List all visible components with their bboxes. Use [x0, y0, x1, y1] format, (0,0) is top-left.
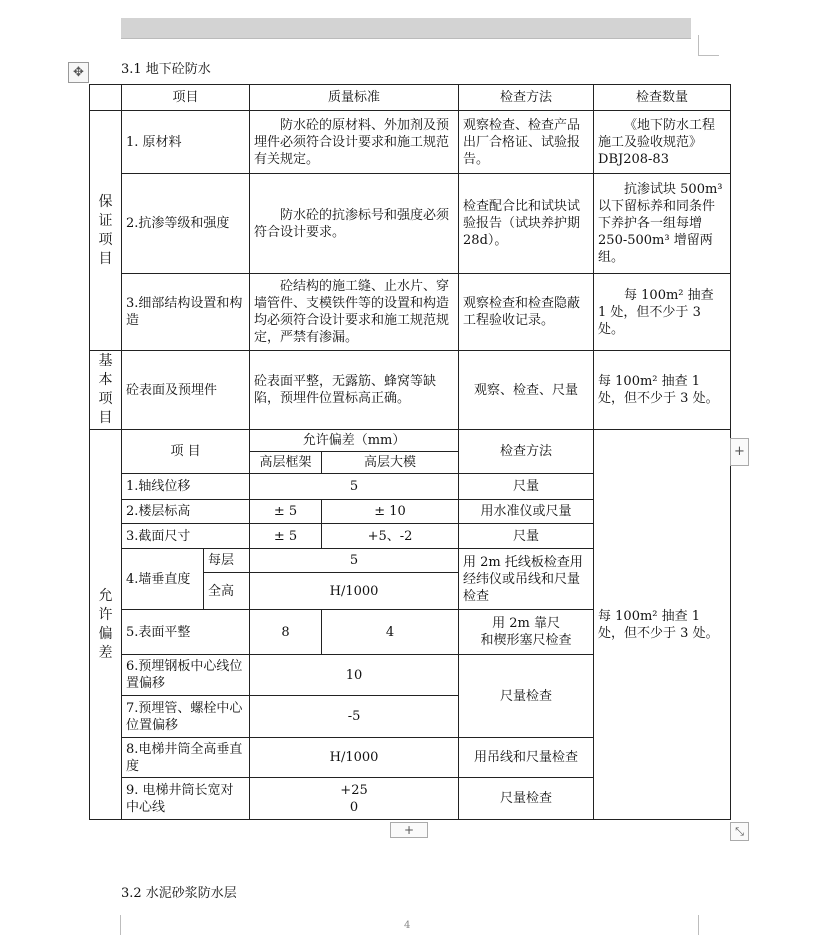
header-area: [121, 18, 691, 39]
value-cell: H/1000: [250, 738, 459, 778]
method-cell: 观察检查、检查产品出厂合格证、试验报告。: [459, 111, 594, 174]
corner-cell: [90, 85, 122, 111]
value-cell: H/1000: [250, 573, 459, 610]
item-cell: 5.表面平整: [122, 610, 250, 655]
value-cell: ± 5: [250, 524, 322, 549]
quantity-cell: 每 100m² 抽查 1 处，但不少于 3 处。: [594, 351, 731, 430]
table-header-row: [90, 85, 731, 111]
item-cell: 9. 电梯井筒长宽对中心线: [122, 778, 250, 820]
tol-quantity: 每 100m² 抽查 1 处，但不少于 3 处。: [594, 430, 731, 820]
section-title: 3.1 地下砼防水: [121, 62, 211, 77]
value-line: +25: [340, 782, 368, 798]
item-cell: 8.电梯井筒全高垂直度: [122, 738, 250, 778]
header-method: 检查方法: [459, 85, 594, 111]
value-cell: 5: [250, 474, 459, 500]
value-line: 0: [349, 799, 359, 815]
header-quantity: 检查数量: [594, 85, 731, 111]
page-corner-mark: [698, 915, 719, 935]
sub-item-cell: 全高: [204, 573, 250, 610]
standard-cell: 砼结构的施工缝、止水片、穿墙管件、支模铁件等的设置和构造均必须符合设计要求和施工规范规定，严禁有渗漏。: [250, 274, 459, 351]
tol-header-frame: 高层框架: [250, 452, 322, 474]
table-move-handle-icon[interactable]: ✥: [68, 62, 89, 83]
basic-label: 基本项目: [90, 351, 122, 430]
table-row: [90, 174, 731, 274]
table-row: [90, 351, 731, 430]
quantity-cell: 《地下防水工程施工及验收规范》DBJ208-83: [594, 111, 731, 174]
resize-handle-icon[interactable]: ⤡: [730, 822, 749, 841]
item-cell: 1. 原材料: [122, 111, 250, 174]
method-line: 和楔形塞尺检查: [480, 633, 572, 648]
item-cell: 6.预埋钢板中心线位置偏移: [122, 655, 250, 696]
add-column-button[interactable]: +: [730, 438, 749, 466]
method-cell: 观察、检查、尺量: [459, 351, 594, 430]
method-cell: 尺量: [459, 474, 594, 500]
sub-item-cell: 每层: [204, 549, 250, 573]
page-number: 4: [404, 920, 411, 931]
quantity-cell: 抗渗试块 500m³以下留标养和同条件下养护各一组每增 250-500m³ 增留两组。: [594, 174, 731, 274]
item-cell: 4.墙垂直度: [122, 549, 204, 610]
item-cell: 3.截面尺寸: [122, 524, 250, 549]
value-cell: 4: [322, 610, 459, 655]
standard-cell: 防水砼的原材料、外加剂及预埋件必须符合设计要求和施工规范有关规定。: [250, 111, 459, 174]
method-line: 用 2m 靠尺: [492, 616, 560, 631]
add-row-button[interactable]: +: [390, 822, 428, 838]
standard-cell: 防水砼的抗渗标号和强度必须符合设计要求。: [250, 174, 459, 274]
value-cell: [250, 778, 459, 820]
method-cell: 用 2m 托线板检查用经纬仪或吊线和尺量检查: [459, 549, 594, 610]
value-cell: 8: [250, 610, 322, 655]
quantity-cell: 每 100m² 抽查 1 处，但不少于 3 处。: [594, 274, 731, 351]
quality-table: [89, 84, 731, 820]
method-cell: 尺量检查: [459, 655, 594, 738]
header-item: 项目: [122, 85, 250, 111]
value-cell: ± 5: [250, 500, 322, 524]
method-cell: 检查配合比和试块试验报告（试块养护期 28d）。: [459, 174, 594, 274]
item-cell: 2.楼层标高: [122, 500, 250, 524]
value-cell: 5: [250, 549, 459, 573]
method-cell: 尺量: [459, 524, 594, 549]
tol-header-large: 高层大模: [322, 452, 459, 474]
tolerance-label: 允许偏差: [90, 430, 122, 820]
item-cell: 7.预埋管、螺栓中心位置偏移: [122, 696, 250, 738]
method-cell: 用吊线和尺量检查: [459, 738, 594, 778]
tol-header-method: 检查方法: [459, 430, 594, 474]
guarantee-label: 保证项目: [90, 111, 122, 351]
method-cell: 观察检查和检查隐蔽工程验收记录。: [459, 274, 594, 351]
item-cell: 3.细部结构设置和构造: [122, 274, 250, 351]
tol-header-dev: 允许偏差（mm）: [250, 430, 459, 452]
page-corner-mark: [100, 915, 121, 935]
item-cell: 2.抗渗等级和强度: [122, 174, 250, 274]
table-row: [90, 430, 731, 452]
value-cell: -5: [250, 696, 459, 738]
value-cell: ± 10: [322, 500, 459, 524]
value-cell: 10: [250, 655, 459, 696]
method-cell: 尺量检查: [459, 778, 594, 820]
tol-header-item: 项 目: [122, 430, 250, 474]
method-cell: 用水准仪或尺量: [459, 500, 594, 524]
header-standard: 质量标准: [250, 85, 459, 111]
table-row: [90, 274, 731, 351]
value-cell: +5、-2: [322, 524, 459, 549]
item-cell: 1.轴线位移: [122, 474, 250, 500]
item-cell: 砼表面及预埋件: [122, 351, 250, 430]
standard-cell: 砼表面平整，无露筋、蜂窝等缺陷，预埋件位置标高正确。: [250, 351, 459, 430]
section-title: 3.2 水泥砂浆防水层: [121, 886, 237, 901]
method-cell: [459, 610, 594, 655]
page-corner-mark: [698, 35, 719, 56]
table-row: [90, 111, 731, 174]
